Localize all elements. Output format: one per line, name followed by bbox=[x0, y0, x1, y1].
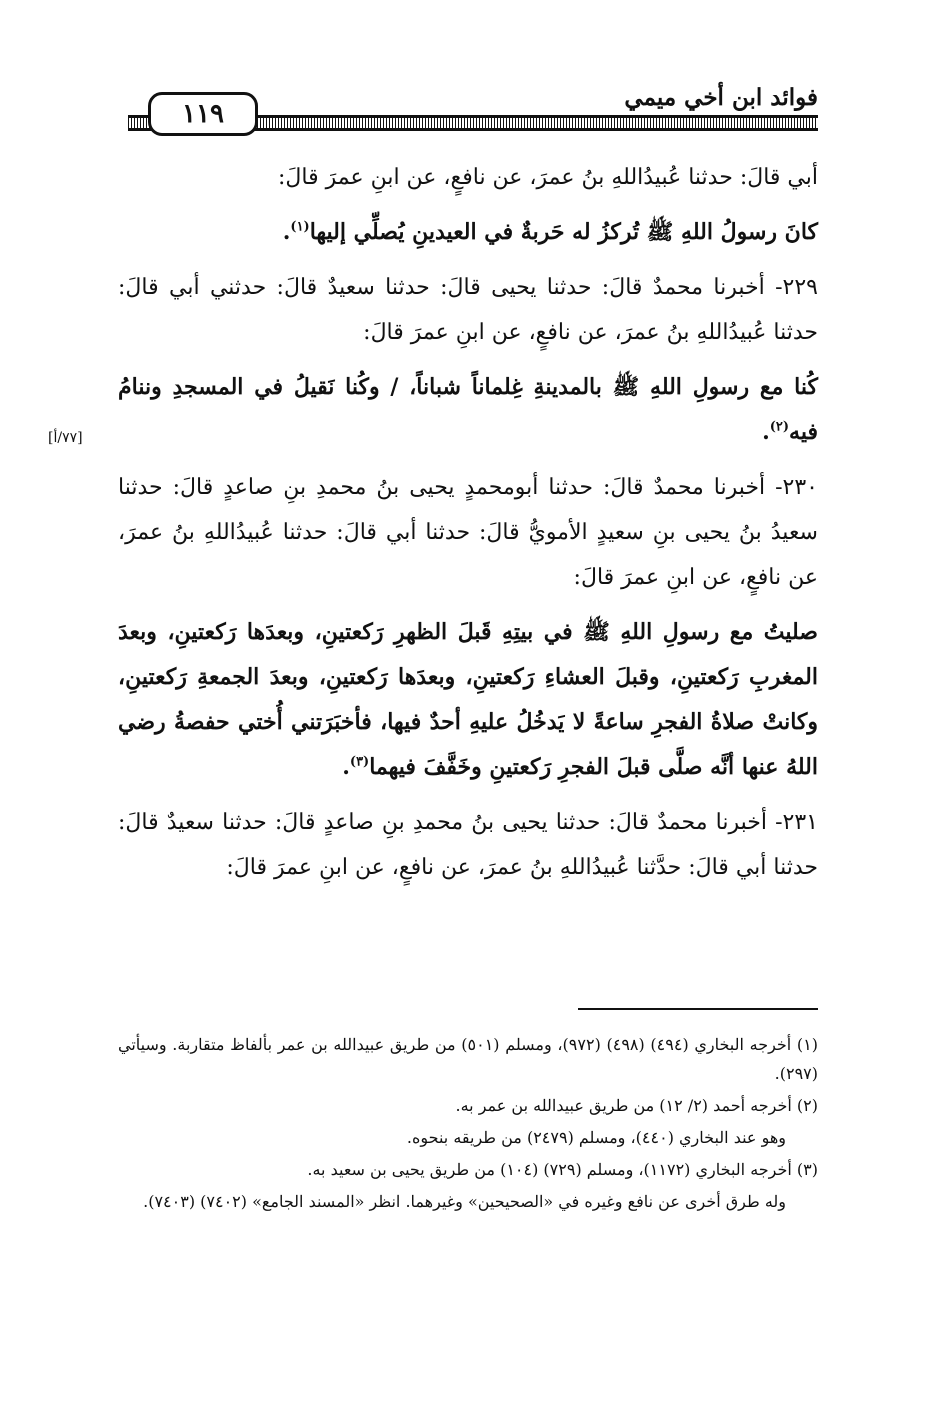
isnad-229: ٢٢٩- أخبرنا محمدٌ قالَ: حدثنا يحيى قالَ: حدثنا سعيدٌ قالَ: حدثني أبي قالَ: حدثنا عُبيدُاللهِ بنُ عمرَ، عن نافعٍ، عن ابنِ عمرَ قالَ: bbox=[118, 275, 818, 345]
paragraph-1: أبي قالَ: حدثنا عُبيدُاللهِ بنُ عمرَ، عن نافعٍ، عن ابنِ عمرَ قالَ: bbox=[277, 165, 818, 190]
footnotes bbox=[118, 1030, 818, 1219]
isnad-231: ٢٣١- أخبرنا محمدٌ قالَ: حدثنا يحيى بنُ محمدِ بنِ صاعدٍ قالَ: حدثنا سعيدٌ قالَ: حدثنا أبي قالَ: حدَّثنا عُبيدُاللهِ بنُ عمرَ، عن نافعٍ، عن ابنِ عمرَ قالَ: bbox=[118, 810, 818, 880]
hadith-text-2-body: كُنا مع رسولِ اللهِ ﷺ بالمدينةِ غِلماناً شباناً، / وكُنا نَقيلُ في المسجدِ وننامُ فيه bbox=[118, 374, 818, 445]
footnote-ref-1: (١) bbox=[290, 219, 310, 235]
footnote-2-continuation: وهو عند البخاري (٤٤٠)، ومسلم (٢٤٧٩) من طريقه بنحوه. bbox=[406, 1128, 786, 1147]
page-number-box bbox=[148, 92, 258, 136]
hadith-text-3-body: صليتُ مع رسولِ اللهِ ﷺ في بيتِهِ قَبلَ الظهرِ رَكعتينِ، وبعدَها رَكعتينِ، وبعدَ المغربِ رَكعتينِ، وقبلَ العشاءِ رَكعتينِ، وبعدَها رَكعتينِ، وبعدَ الجمعةِ رَكعتينِ، وكانتْ صلاةُ الفجرِ ساعةً لا يَدخُلُ عليهِ أحدٌ فيها، فأخبَرَتني أُختي حفصةُ رضي اللهُ عنها أنَّه صلَّى قبلَ الفجرِ رَكعتينِ وخَفَّفَ فيهما bbox=[118, 619, 818, 780]
footnote-divider bbox=[578, 1008, 818, 1010]
footnote-2: (٢) أخرجه أحمد (٢/ ١٢) من طريق عبيدالله بن عمر به. bbox=[455, 1096, 818, 1115]
main-text bbox=[118, 155, 818, 890]
footnote-3-continuation: وله طرق أخرى عن نافع وغيره في «الصحيحين» وغيرهما. انظر «المسند الجامع» (٧٤٠٢) (٧٤٠٣). bbox=[143, 1192, 786, 1211]
page-header bbox=[128, 84, 818, 144]
hadith-text-1-body: كانَ رسولُ اللهِ ﷺ تُركزُ له حَربةٌ في العيدينِ يُصلِّي إليها bbox=[309, 219, 818, 245]
footnote-ref-2: (٢) bbox=[769, 419, 790, 435]
footnote-ref-3: (٣) bbox=[349, 754, 370, 770]
hadith-text-3: صليتُ مع رسولِ اللهِ ﷺ في بيتِهِ قَبلَ الظهرِ رَكعتينِ، وبعدَها رَكعتينِ، وبعدَ المغربِ رَكعتينِ، وقبلَ العشاءِ رَكعتينِ، وبعدَها رَكعتينِ، وبعدَ الجمعةِ رَكعتينِ، وكانتْ صلاةُ الفجرِ ساعةً لا يَدخُلُ عليهِ أحدٌ فيها، فأخبَرَتني أُختي حفصةُ رضي اللهُ عنها أنَّه صلَّى قبلَ الفجرِ رَكعتينِ وخَفَّفَ فيهما$^{(٣)}$. bbox=[118, 619, 818, 780]
running-title: فوائد ابن أخي ميمي bbox=[616, 84, 818, 111]
hadith-text-2: كُنا مع رسولِ اللهِ ﷺ بالمدينةِ غِلماناً شباناً، / وكُنا نَقيلُ في المسجدِ وننامُ فيه$^{(٢)}$. bbox=[118, 374, 818, 445]
hadith-text-1: كانَ رسولُ اللهِ ﷺ تُركزُ له حَربةٌ في العيدينِ يُصلِّي إليها$^{(١)}$. bbox=[282, 219, 818, 245]
page-number: ١١٩ bbox=[182, 99, 224, 129]
footnote-1: (١) أخرجه البخاري (٤٩٤) (٤٩٨) (٩٧٢)، ومسلم (٥٠١) من طريق عبيدالله بن عمر بألفاظ متقاربة. وسيأتي (٢٩٧). bbox=[118, 1035, 819, 1083]
isnad-230: ٢٣٠- أخبرنا محمدٌ قالَ: حدثنا أبومحمدٍ يحيى بنُ محمدِ بنِ صاعدٍ قالَ: حدثنا سعيدُ بنُ يحيى بنِ سعيدٍ الأمويُّ قالَ: حدثنا أبي قالَ: حدثنا عُبيدُاللهِ بنُ عمرَ، عن نافعٍ، عن ابنِ عمرَ قالَ: bbox=[118, 475, 818, 590]
manuscript-folio-ref: [٧٧/أ] bbox=[48, 430, 83, 446]
footnote-3: (٣) أخرجه البخاري (١١٧٢)، ومسلم (٧٢٩) (١٠٤) من طريق يحيى بن سعيد به. bbox=[307, 1160, 818, 1179]
